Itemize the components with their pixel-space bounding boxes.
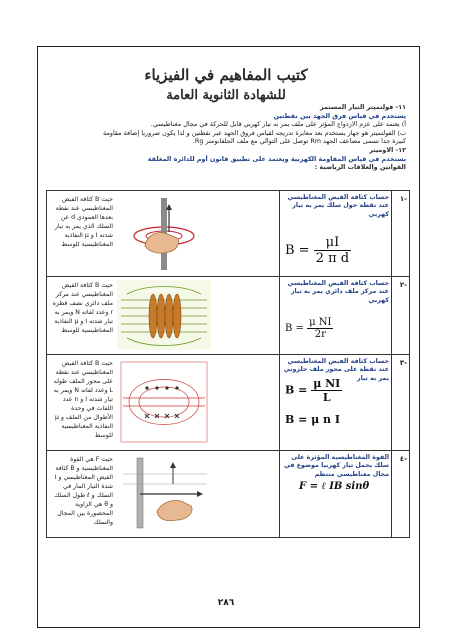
law-title: القوة المغناطيسية المؤثرة على سلك يحمل تيار كهربيا موضوع في مجال مغناطيسي منتظم <box>284 454 389 478</box>
row-number: -١ <box>399 195 407 203</box>
voltmeter-point-b-cont: كبيرة جدا تسمى مضاعف الجهد Rm توصل على التوالي مع ملف الجلفانومتر Rg. <box>192 137 406 146</box>
law-title: حساب كثافة الفيض المغناطيسي عند نقطة على محور ملف حلزوني يمر به تيار <box>283 358 389 382</box>
page-number: ٢٨٦ <box>217 598 235 608</box>
row-number: -٤ <box>399 455 407 463</box>
law-title: حساب كثافة الفيض المغناطيسي عند مركز ملف دائري يمر به تيار كهربي <box>287 280 389 304</box>
formula: B = $\frac{\mu I}{\text{2 π d}}$ <box>285 235 350 266</box>
force-on-wire-illustration <box>117 454 211 538</box>
law-description: حيث B كثافة الفيض المغناطيسي عند نقطة بعدها العمودي d عن السلك الذي يمر به تيار شدته I و μ النفاذية المغناطيسية للوسط <box>54 196 113 248</box>
row-number: -٣ <box>399 359 407 367</box>
formula: B = $\frac{\text{μ NI}}{2r}$ <box>285 317 332 340</box>
law-description: حيث F هي القوة المغناطيسية و B كثافة الفيض المغناطيسي و I شدة التيار المار في السلك و ℓ طول السلك و θ هي الزاوية المحصورة بين المجال والسلك <box>54 456 113 526</box>
formula: B = $\frac{\text{μ NI}}{L}$ <box>285 377 341 404</box>
voltmeter-use: يستخدم في قياس فرق الجهد بين نقطتين <box>273 111 406 120</box>
solenoid-illustration <box>117 358 211 452</box>
circular-coil-illustration <box>117 280 211 354</box>
laws-table <box>46 190 410 538</box>
wire-field-illustration <box>117 194 211 278</box>
formula-alt: B = μ n I <box>285 413 341 426</box>
page-title: كتيب المفاهيم في الفيزياء <box>144 66 308 84</box>
laws-heading: القوانين والعلاقات الرياضية : <box>314 163 406 172</box>
page-subtitle: للشهادة الثانوية العامة <box>166 88 286 103</box>
voltmeter-point-b: ب) الفولتميتر هو جهاز يستخدم بعد معايرة تدريجه لقياس فروق الجهد عبر نقطتين و لذا يكون ضروريا إضافة مقاومة <box>103 128 406 137</box>
section-heading-voltmeter: ١١- فولتميتر التيار المستمر <box>320 103 406 111</box>
intro-text <box>46 103 406 172</box>
law-description: حيث B كثافة الفيض المغناطيسي عند نقطة على محور الملف طوله L وعدد لفاته N ويمر به تيار شدته I و n عدد اللفات في وحدة الأطوال من الملف و μ النفاذية المغناطيسية للوسط <box>53 360 113 439</box>
table-row <box>47 277 409 355</box>
law-description: حيث B كثافة الفيض المغناطيسي عند مركز ملف دائري نصف قطره r وعدد لفاته N ويمر به تيار شدته I و μ النفاذية المغناطيسية للوسط <box>52 282 113 334</box>
formula: F = ℓ IB sinθ <box>299 481 370 492</box>
ohmmeter-use: يستخدم في قياس المقاومة الكهربية ويعتمد على تطبيق قانون أوم للدائرة المغلقة <box>147 154 406 163</box>
table-row <box>47 191 409 277</box>
table-row <box>47 451 409 537</box>
section-heading-ohmmeter: ١٢- الاوميتر <box>369 145 406 154</box>
voltmeter-point-a: أ) يعتمد على عزم الازدواج المؤثر على ملف يمر به تيار كهربي قابل للحركة في مجال مغناطيسي. <box>150 120 406 129</box>
table-row <box>47 355 409 451</box>
law-title: حساب كثافة الفيض المغناطيسي عند نقطة حول سلك يمر به تيار كهربي <box>287 194 389 218</box>
row-number: -٢ <box>399 281 407 289</box>
